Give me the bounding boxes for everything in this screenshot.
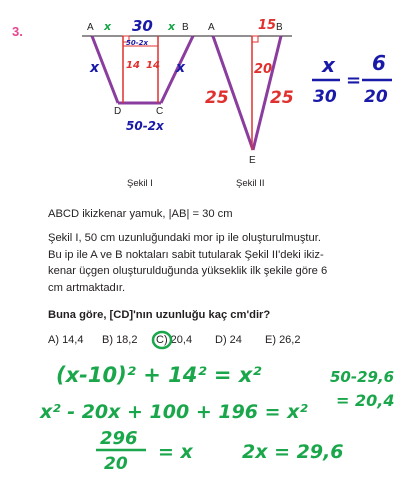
option-e[interactable]: E) 26,2: [265, 334, 301, 346]
hw-side-calc1: 50-29,6: [330, 368, 395, 386]
hw-fig1-h-left: 14: [126, 60, 140, 71]
caption-fig1: Şekil I: [127, 178, 153, 189]
paragraph-line-1: Şekil I, 50 cm uzunluğundaki mor ip ile oluşturulmuştur.: [48, 232, 321, 244]
triangle-right-angle: [252, 36, 258, 42]
figures: [0, 0, 417, 200]
option-a[interactable]: A) 14,4: [48, 334, 84, 346]
hw-side-calc2: = 20,4: [336, 391, 395, 410]
label-A1: A: [87, 22, 94, 33]
hw-fig2-side-left: 25: [205, 88, 229, 108]
hw-fig1-side-left: x: [90, 60, 100, 76]
question-number: 3.: [12, 24, 23, 39]
hw-ratio-equals: =: [346, 70, 362, 91]
label-A2: A: [208, 22, 215, 33]
label-B1: B: [182, 22, 189, 33]
option-c[interactable]: C) 20,4: [156, 334, 193, 346]
hw-ratio-num-right: 6: [372, 51, 386, 75]
hw-fig2-height: 20: [254, 62, 273, 77]
hw-fig1-x-right-top: x: [168, 20, 176, 33]
hw-fig1-inner: 50-2x: [126, 39, 149, 47]
hw-eq3-rhs: = x: [158, 441, 193, 463]
question-text: Buna göre, [CD]'nın uzunluğu kaç cm'dir?: [48, 309, 271, 321]
hw-fig1-top: 30: [132, 17, 153, 35]
label-D: D: [114, 106, 122, 117]
hw-fig1-bottom: 50-2x: [126, 119, 164, 133]
label-B2: B: [276, 22, 283, 33]
caption-fig2: Şekil II: [236, 178, 265, 189]
paragraph-line-3: kenar üçgen oluşturulduğunda yükseklik ilk şekile göre 6: [48, 265, 328, 278]
hw-fig1-h-right: 14: [146, 60, 160, 71]
hw-ratio-num-left: x: [322, 53, 335, 77]
option-d[interactable]: D) 24: [215, 334, 242, 346]
hw-fig1-x-left-top: x: [104, 20, 112, 33]
label-C: C: [156, 106, 164, 117]
handwritten-solution: [0, 320, 417, 492]
hw-fig2-side-right: 25: [270, 88, 294, 108]
hw-eq3-num: 296: [100, 428, 138, 449]
hw-ratio-den-left: 30: [313, 87, 337, 107]
paragraph-line-2: Bu ip ile A ve B noktaları sabit tutularak Şekil II'deki ikiz-: [48, 248, 324, 261]
hw-ratio-den-right: 20: [364, 87, 388, 107]
hw-eq1: (x-10)² + 14² = x²: [56, 363, 262, 387]
hw-fig2-top: 15: [258, 18, 277, 33]
hw-eq4: 2x = 29,6: [242, 441, 344, 463]
paragraph-line-4: cm artmaktadır.: [48, 281, 126, 294]
hw-eq3-den: 20: [104, 454, 128, 474]
problem-given: ABCD ikizkenar yamuk, |AB| = 30 cm: [48, 208, 233, 220]
answer-circle: [153, 332, 171, 348]
problem-paragraph: [48, 230, 378, 296]
hw-fig1-side-right: x: [176, 60, 186, 76]
label-E: E: [249, 155, 256, 166]
hw-eq2: x² - 20x + 100 + 196 = x²: [40, 401, 308, 423]
option-b[interactable]: B) 18,2: [102, 334, 138, 346]
